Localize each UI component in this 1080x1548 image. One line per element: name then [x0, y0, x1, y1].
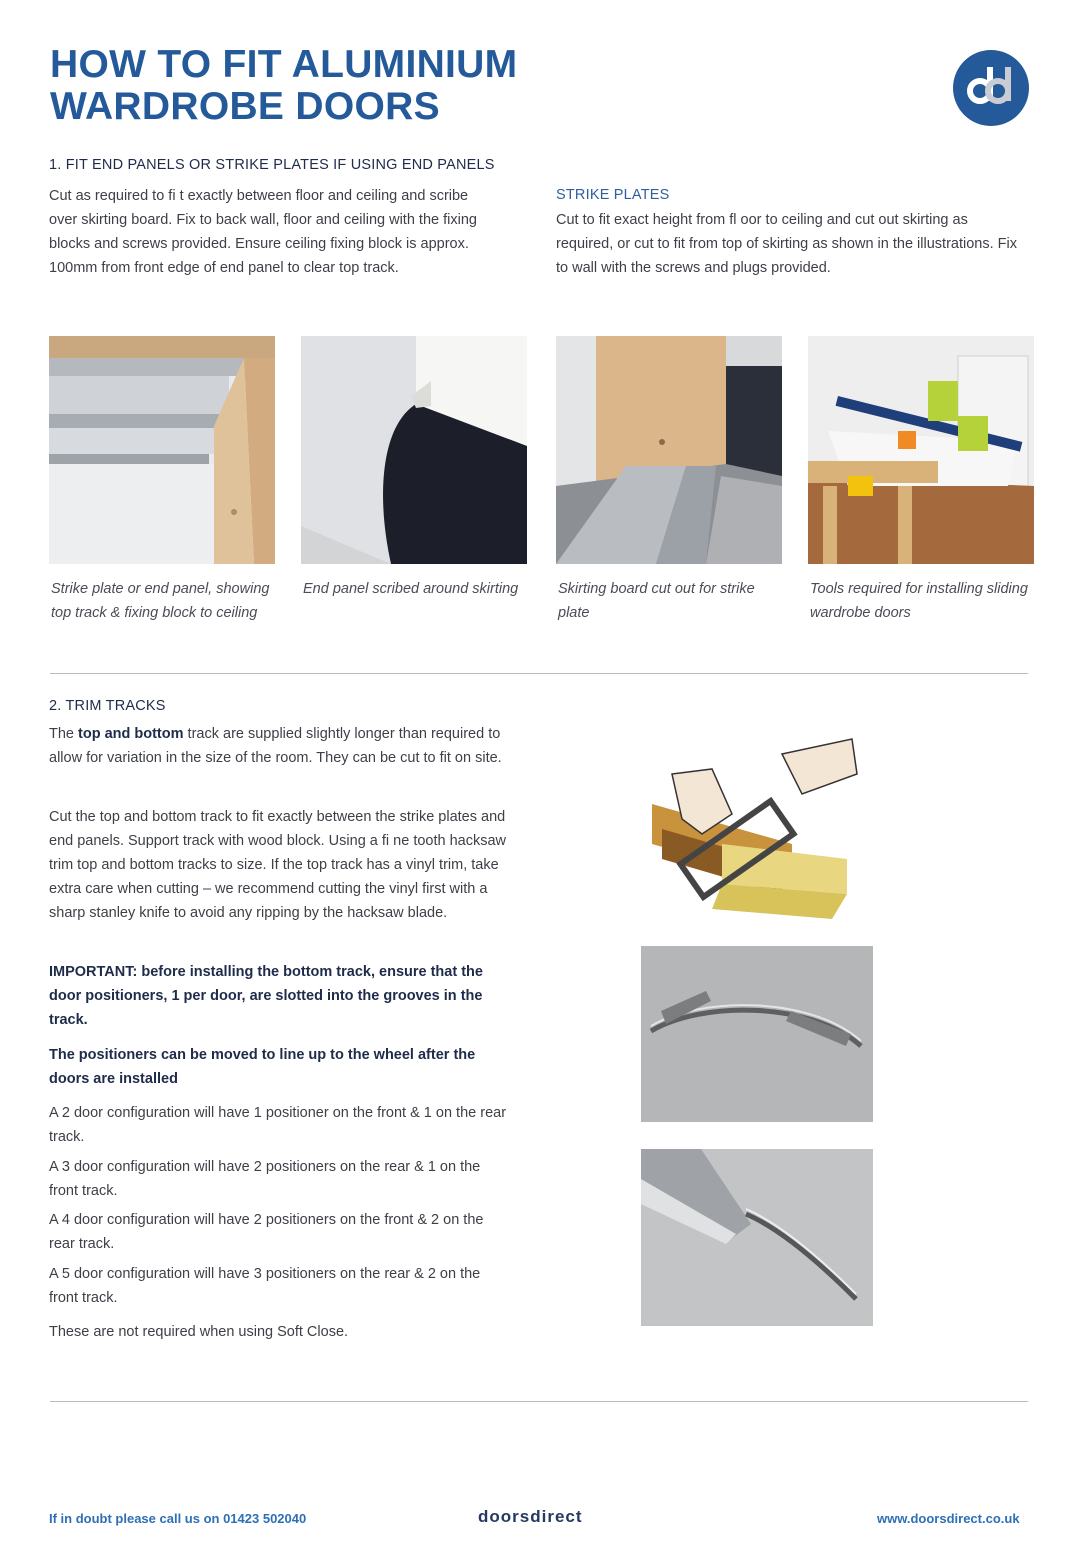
trim-intro-bold: top and bottom [78, 726, 184, 742]
caption-tools: Tools required for installing sliding wardrobe doors [810, 581, 1028, 621]
trim-instructions: Cut the top and bottom track to fit exactly between the strike plates and end panels. Support track with wood block. Using a fi ne tooth hacksaw trim top and bottom tracks to size. If the top track has a vinyl trim, take extra care when cutting – we recommend cutting the vinyl first with a sharp stanley knife to avoid any ripping by the hacksaw blade. [49, 809, 507, 921]
photo-top-track [49, 336, 275, 564]
footer-phone: If in doubt please call us on 01423 502040 [49, 1511, 307, 1526]
hacksaw-illustration [642, 734, 864, 922]
positioner-photo [641, 946, 873, 1122]
photo-scribed-panel [301, 336, 527, 564]
footer-brand: doorsdirect [478, 1507, 583, 1526]
dd-logo-icon [953, 50, 1029, 126]
config-2-door: A 2 door configuration will have 1 positioner on the front & 1 on the rear track. [49, 1105, 507, 1145]
trim-intro-post: track are supplied slightly longer than required to allow for variation in the size of the room. They can be cut to fit on site. [49, 726, 502, 766]
title-line-2: WARDROBE DOORS [50, 85, 440, 128]
section-1-text: Cut as required to fi t exactly between floor and ceiling and scribe over skirting board. Fix to back wall, floor and ceiling with the fixing blocks and screws provided. Ensure ceiling fixing block is approx. 100mm from front edge of end panel to clear top track. [49, 188, 477, 276]
page-title [50, 44, 517, 128]
strike-plates-heading: STRIKE PLATES [556, 187, 670, 203]
photo-tools [808, 336, 1034, 564]
config-5-door: A 5 door configuration will have 3 positioners on the rear & 2 on the front track. [49, 1266, 481, 1306]
important-note: IMPORTANT: before installing the bottom track, ensure that the door positioners, 1 per door, are slotted into the grooves in the track. [49, 964, 483, 1028]
positioner-in-track-photo [641, 1149, 873, 1326]
positioners-note: The positioners can be moved to line up to the wheel after the doors are installed [49, 1047, 476, 1087]
divider [50, 1401, 1028, 1402]
section-1-heading: 1. FIT END PANELS OR STRIKE PLATES IF USING END PANELS [49, 157, 495, 173]
strike-plates-text: Cut to fit exact height from fl oor to ceiling and cut out skirting as required, or cut to fit from top of skirting as shown in the illustrations. Fix to wall with the screws and plugs provided. [556, 212, 1017, 276]
footer-website-link[interactable]: www.doorsdirect.co.uk [877, 1511, 1020, 1526]
photo-skirting-cutout [556, 336, 782, 564]
config-3-door: A 3 door configuration will have 2 positioners on the rear & 1 on the front track. [49, 1159, 481, 1199]
caption-skirting-cutout: Skirting board cut out for strike plate [558, 581, 755, 621]
section-2-heading: 2. TRIM TRACKS [49, 698, 166, 714]
config-4-door: A 4 door configuration will have 2 positioners on the front & 2 on the rear track. [49, 1212, 484, 1252]
trim-intro-pre: The [49, 726, 79, 742]
soft-close-note: These are not required when using Soft Close. [49, 1324, 349, 1340]
caption-top-track: Strike plate or end panel, showing top track & fixing block to ceiling [51, 581, 270, 621]
caption-scribed-panel: End panel scribed around skirting [303, 581, 519, 597]
title-line-1: HOW TO FIT ALUMINIUM [50, 43, 518, 86]
divider [50, 673, 1028, 674]
trim-intro [49, 722, 509, 770]
